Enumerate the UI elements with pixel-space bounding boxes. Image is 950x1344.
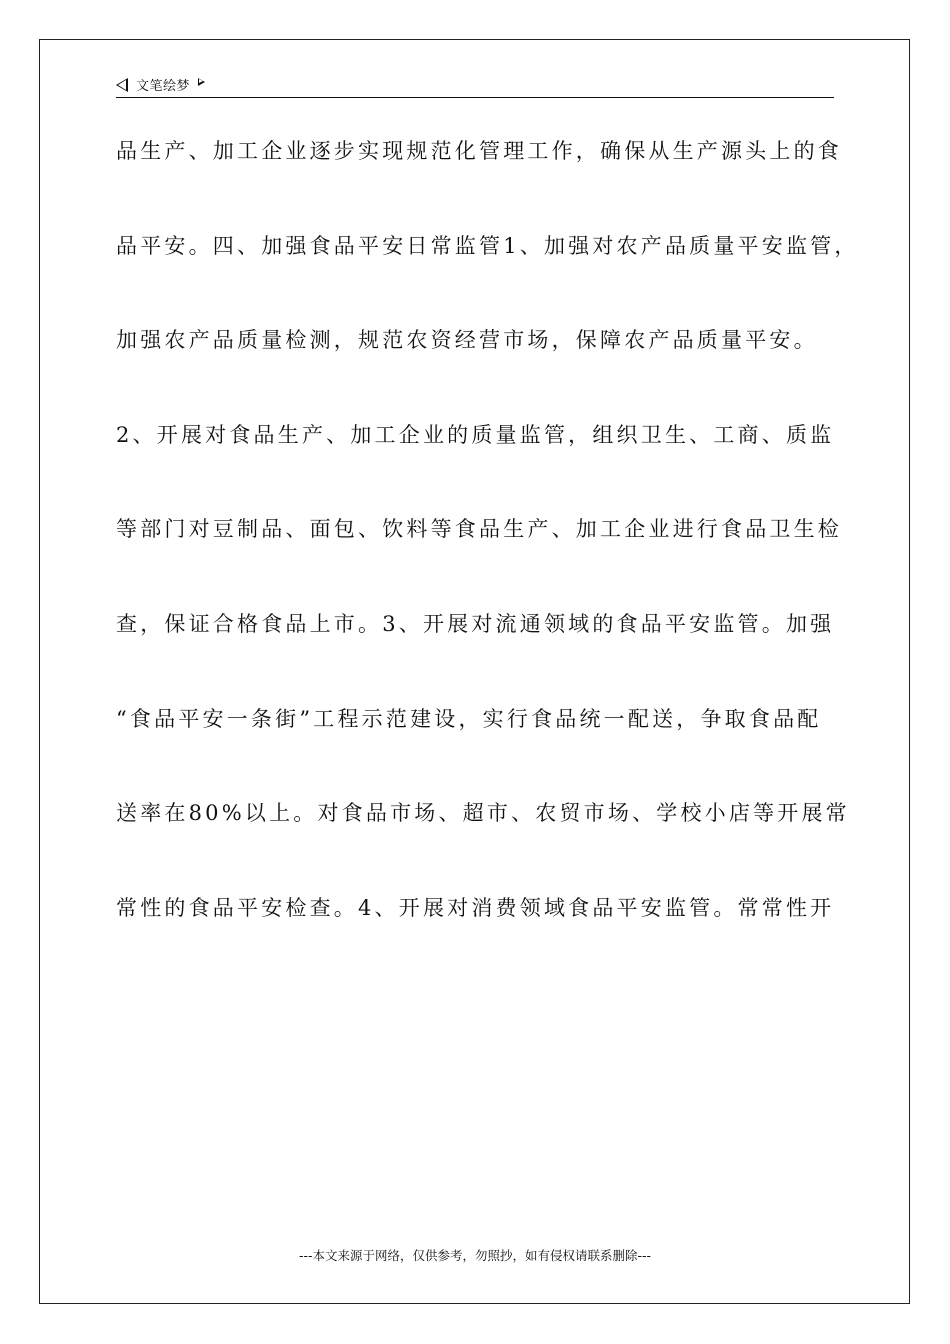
triangle-right-outline-icon [198,78,205,86]
body-line: 品生产、加工企业逐步实现规范化管理工作，确保从生产源头上的食 [116,139,842,163]
body-line: 送率在80%以上。对食品市场、超市、农贸市场、学校小店等开展常 [116,801,850,826]
body-line: “食品平安一条街”工程示范建设，实行食品统一配送，争取食品配 [116,706,822,731]
body-line: 查，保证合格食品上市。3、开展对流通领域的食品平安监管。加强 [116,611,835,636]
triangle-left-outline-icon [116,78,128,92]
body-line: 常性的食品平安检查。4、开展对消费领域食品平安监管。常常性开 [116,895,835,920]
header-title: 文笔绘梦 [136,79,191,94]
body-line: 加强农产品质量检测，规范农资经营市场，保障农产品质量平安。 [116,328,818,353]
page-footer: ---本文来源于网络，仅供参考，勿照抄，如有侵权请联系删除--- [298,1248,652,1263]
body-text [116,126,859,977]
body-line: 2、开展对食品生产、加工企业的质量监管，组织卫生、工商、质监 [116,422,835,447]
body-line: 品平安。四、加强食品平安日常监管1、加强对农产品质量平安监管， [116,233,859,258]
body-line: 等部门对豆制品、面包、饮料等食品生产、加工企业进行食品卫生检 [116,517,842,542]
page-header [116,72,834,98]
